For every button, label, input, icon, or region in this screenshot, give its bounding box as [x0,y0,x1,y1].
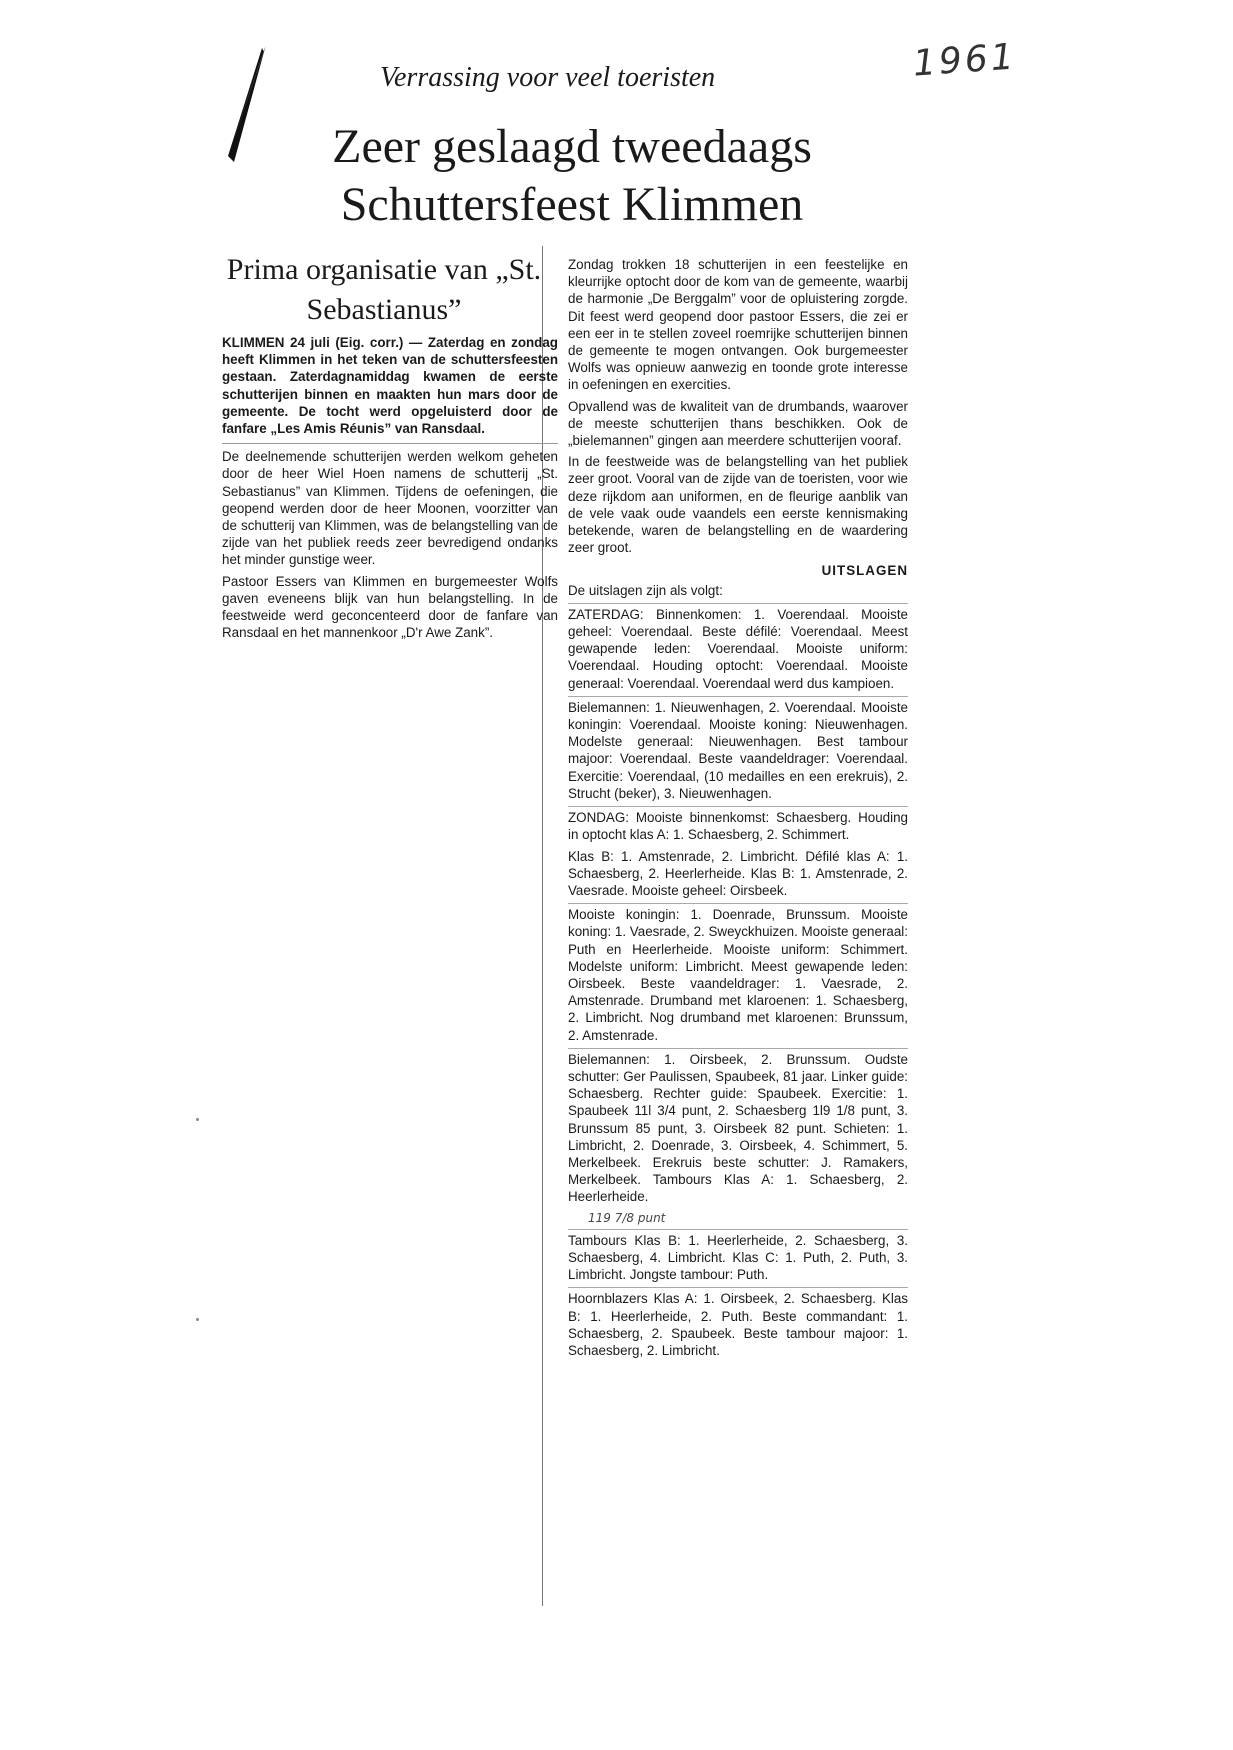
article-headline: Zeer geslaagd tweedaags Schuttersfeest Klimmen [332,120,812,231]
scan-speck [196,1318,199,1321]
results-block: Mooiste koningin: 1. Doenrade, Brunssum. Mooiste koning: 1. Vaesrade, 2. Sweyckhuizen. Mooiste generaal: Puth en Heerlerheide. Mooiste uniform: Schimmert. Modelste uniform: Limbricht. Meest gewapende leden: Oirsbeek. Beste vaandeldrager: 1. Vaesrade, 2. Amstenrade. Drumband met klaroenen: 1. Schaesberg, 2. Limbricht. Nog drumband met klaroenen: Brunssum, 2. Amstenrade. [568,903,908,1044]
article-lead: KLIMMEN 24 juli (Eig. corr.) — Zaterdag en zondag heeft Klimmen in het teken van de schuttersfeesten gestaan. Zaterdagnamiddag kwamen de eerste schutterijen binnen en maakten hun mars door de gemeente. De tocht werd opgeluisterd door de fanfare „Les Amis Réunis” van Ransdaal. [222,335,558,437]
right-paragraph: In de feestweide was de belangstelling van het publiek zeer groot. Vooral van de zijde van de toeristen, voor wie deze rijkdom aan uniformen, en de fleurige aanblik van de vele vaak oude vaandels een eerste kennismaking betekende, waren de belangstelling en de waardering zeer groot. [568,454,908,556]
article-subheadline: Prima organisatie van „St. Sebastianus” [226,253,542,326]
handwritten-note: 119 7/8 punt [588,1210,666,1225]
results-block: ZATERDAG: Binnenkomen: 1. Voerendaal. Mooiste geheel: Voerendaal. Beste défilé: Voerendaal. Meest gewapende leden: Voerendaal. Mooiste uniform: Voerendaal. Houding optocht: Voerendaal. Mooiste generaal: Voerendaal. Voerendaal werd dus kampioen. [568,603,908,692]
results-block: ZONDAG: Mooiste binnenkomst: Schaesberg. Houding in optocht klas A: 1. Schaesberg, 2. Schimmert. [568,806,908,843]
right-column [568,256,908,1363]
right-paragraph: Opvallend was de kwaliteit van de drumbands, waarover de meeste schutterijen thans beschikken. Ook de „bielemannen” gingen aan meerdere schutterijen vooraf. [568,398,908,449]
handwritten-year: 1961 [911,36,1018,85]
left-paragraph: Pastoor Essers van Klimmen en burgemeester Wolfs gaven eveneens blijk van hun belangstelling. In de feestweide werd geconcenteerd door de fanfare van Ransdaal en het mannenkoor „D'r Awe Zank”. [222,573,558,641]
article-kicker: Verrassing voor veel toeristen [380,62,716,93]
results-block: Klas B: 1. Amstenrade, 2. Limbricht. Défilé klas A: 1. Schaesberg, 2. Heerlerheide. Klas B: 1. Amstenrade, 2. Vaesrade. Mooiste geheel: Oirsbeek. [568,848,908,898]
left-column [222,334,558,645]
results-block: Bielemannen: 1. Oirsbeek, 2. Brunssum. Oudste schutter: Ger Paulissen, Spaubeek, 81 jaar. Linker guide: Schaesberg. Rechter guide: Spaubeek. Exercitie: 1. Spaubeek 11l 3/4 punt, 2. Schaesberg 1l9 1/8 punt, 3. Brunssum 85 punt, 3. Oirsbeek 82 punt. Schieten: 1. Limbricht, 2. Doenrade, 3. Oirsbeek, 4. Schimmert, 5. Merkelbeek. Erekruis beste schutter: J. Ramakers, Merkelbeek. Tambours Klas A: 1. Schaesberg, 2. Heerlerheide. [568,1048,908,1206]
left-paragraph: De deelnemende schutterijen werden welkom geheten door de heer Wiel Hoen namens de schutterij „St. Sebastianus” van Klimmen. Tijdens de oefeningen, die geopend werden door de heer Moonen, voorzitter van de schutterij van Klimmen, was de belangstelling van de zijde van het publiek reeds zeer bevredigend ondanks het minder gunstige weer. [222,443,558,568]
clipping-corner-mark [226,44,266,164]
scan-speck [196,1118,199,1121]
results-block: Hoornblazers Klas A: 1. Oirsbeek, 2. Schaesberg. Klas B: 1. Heerlerheide, 2. Puth. Beste commandant: 1. Schaesberg, 2. Spaubeek. Beste tambour majoor: 1. Schaesberg, 2. Limbricht. [568,1287,908,1359]
results-block: Bielemannen: 1. Nieuwenhagen, 2. Voerendaal. Mooiste koningin: Voerendaal. Mooiste koning: Nieuwenhagen. Modelste generaal: Nieuwenhagen. Best tambour majoor: Voerendaal. Beste vaandeldrager: Voerendaal. Exercitie: Voerendaal, (10 medailles en een erekruis), 2. Strucht (beker), 3. Nieuwenhagen. [568,696,908,802]
right-paragraph: Zondag trokken 18 schutterijen in een feestelijke en kleurrijke optocht door de kom van de gemeente, waarbij de harmonie „De Berggalm” voor de opluistering zorgde. Dit feest werd geopend door pastoor Essers, die zei er een eer in te stellen zoveel roemrijke schutterijen binnen de gemeente te mogen ontvangen. Ook burgemeester Wolfs was opnieuw aanwezig en toonde grote interesse in oefeningen en exercities. [568,257,908,393]
results-intro: De uitslagen zijn als volgt: [568,582,723,598]
results-title: UITSLAGEN [821,563,908,579]
results-block: Tambours Klas B: 1. Heerlerheide, 2. Schaesberg, 3. Schaesberg, 4. Limbricht. Klas C: 1. Puth, 2. Puth, 3. Limbricht. Jongste tambour: Puth. [568,1229,908,1284]
